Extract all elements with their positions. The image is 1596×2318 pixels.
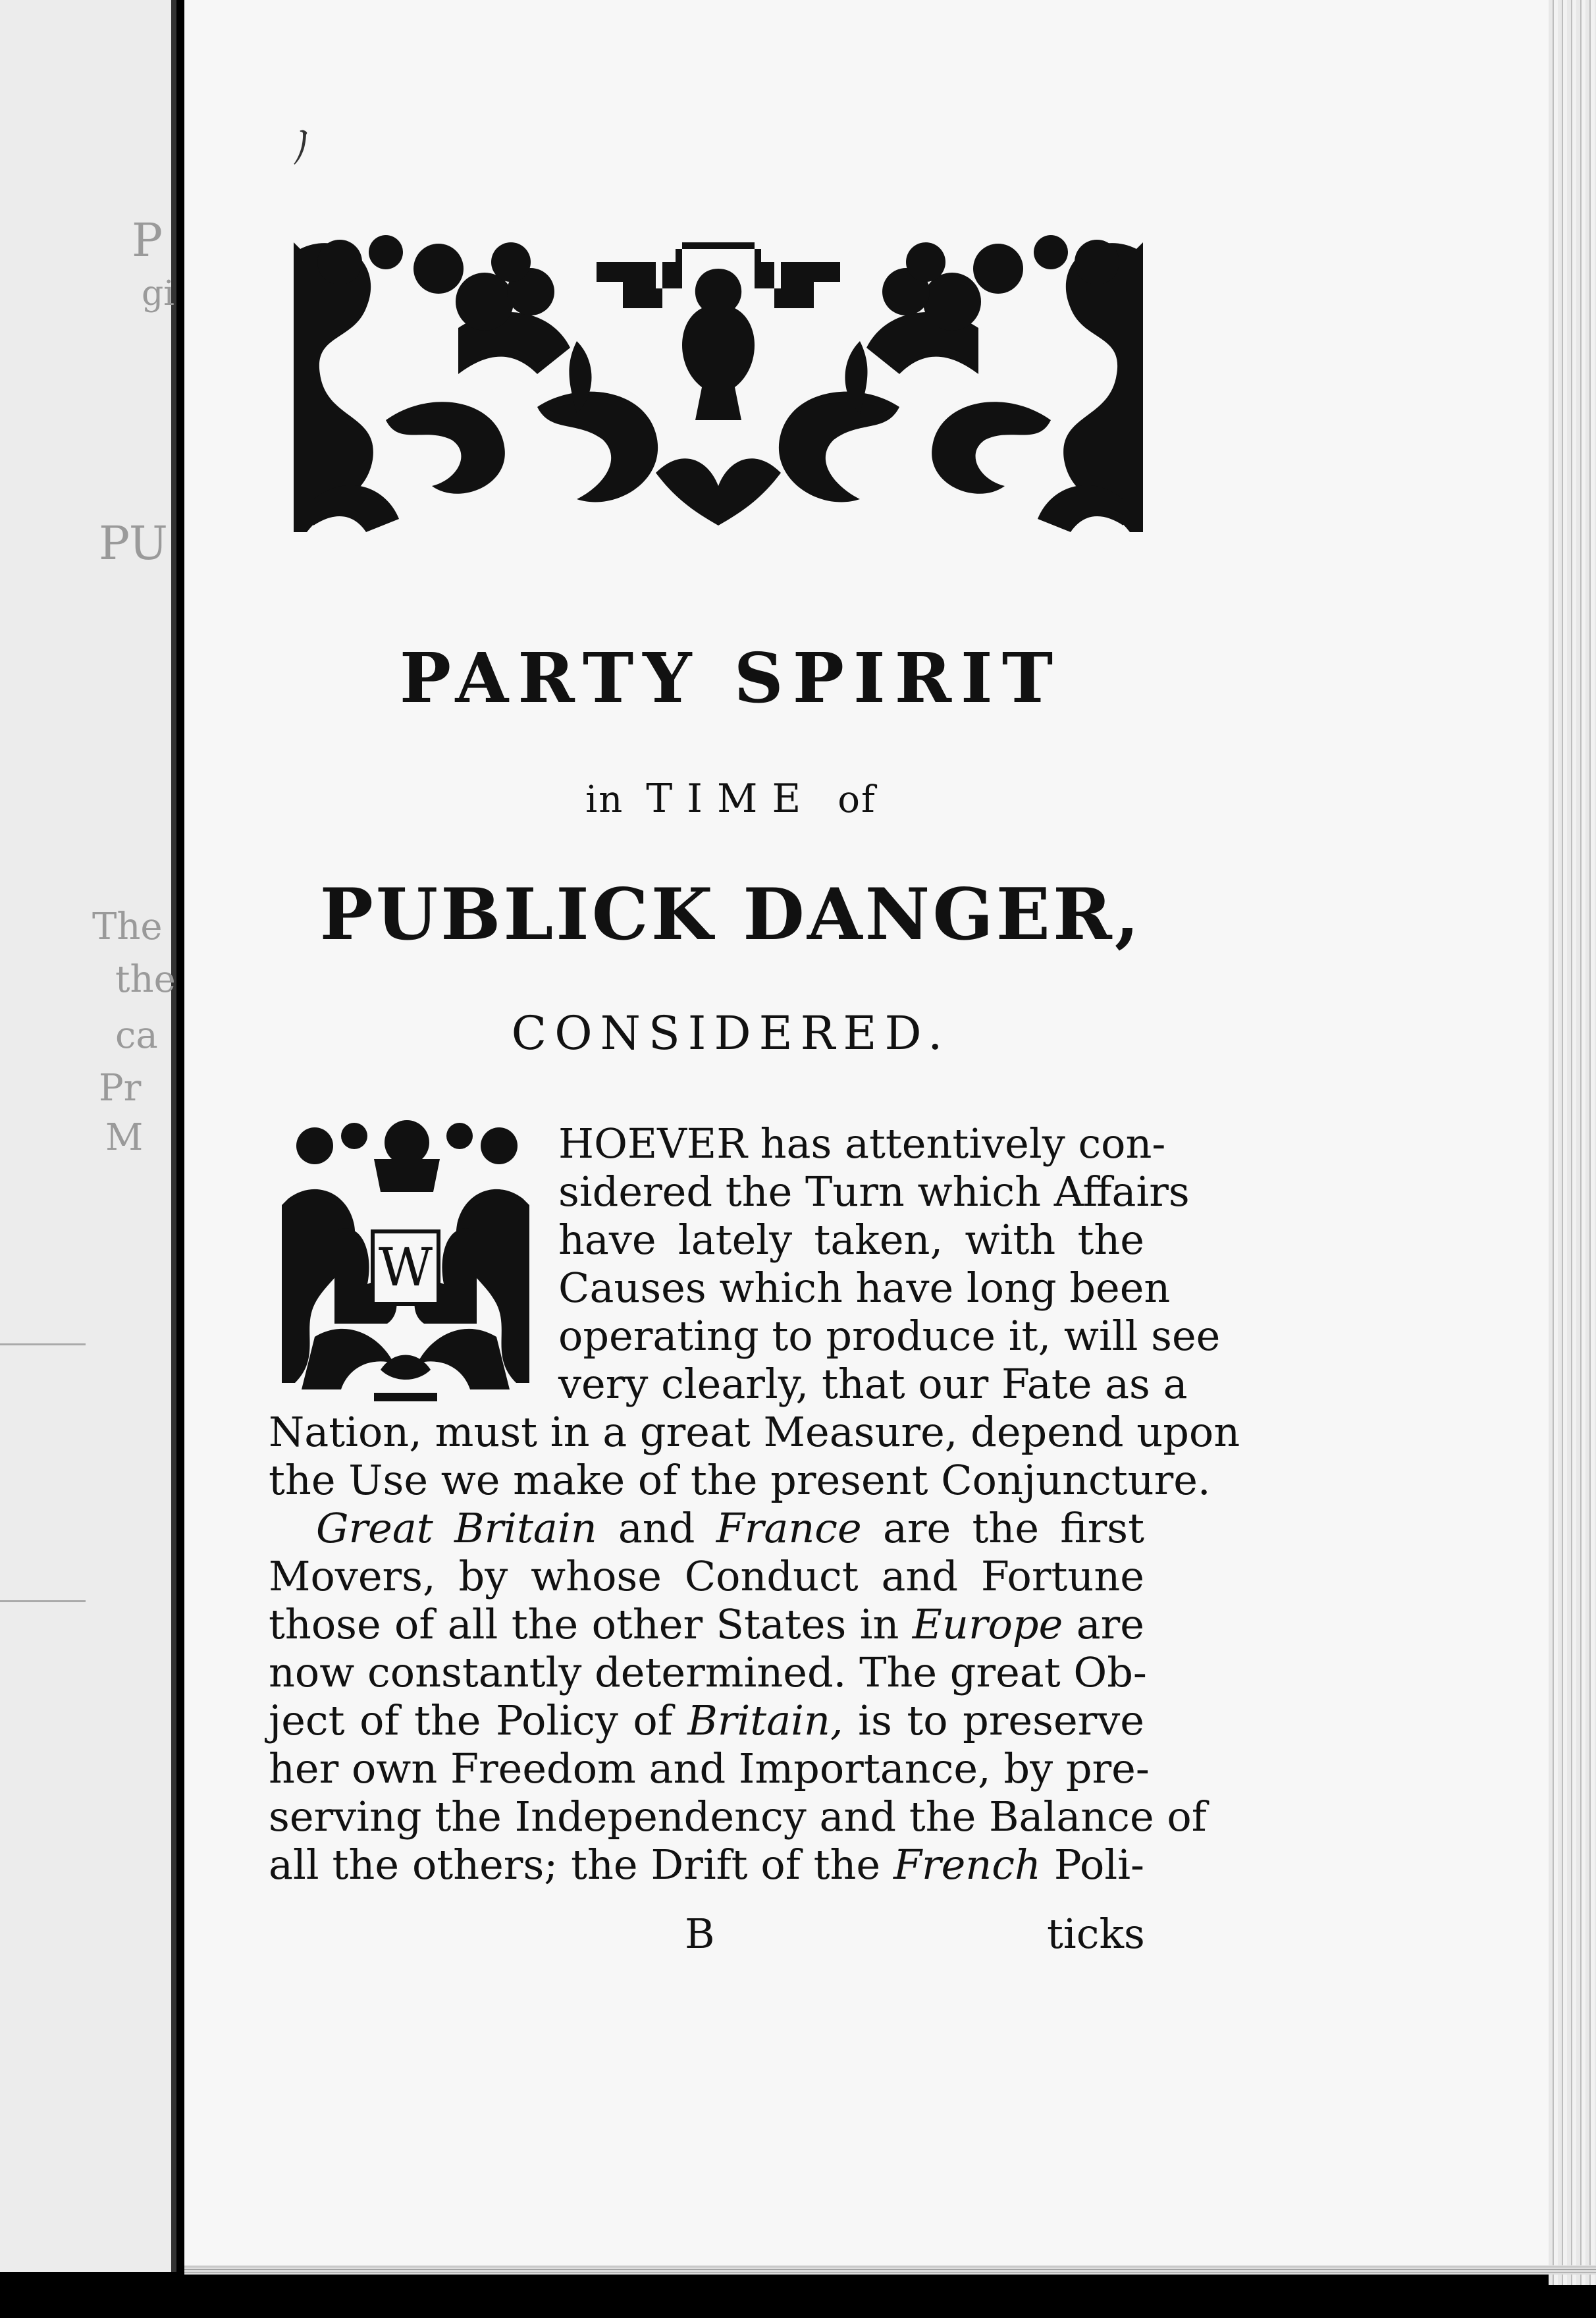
- text-line: [269, 1841, 1144, 1889]
- show-through-text: The: [92, 905, 163, 948]
- italic-name: Europe: [912, 1600, 1063, 1648]
- text-line: now constantly determined. The great Ob-: [269, 1648, 1147, 1696]
- text-line: [269, 1696, 1144, 1744]
- text-run: Poli-: [1040, 1841, 1144, 1889]
- text-line: sidered the Turn which Affairs: [558, 1168, 1190, 1216]
- text-run: and: [597, 1504, 716, 1552]
- facing-page: [0, 0, 176, 2272]
- text-line: Causes which have long been: [558, 1264, 1171, 1312]
- text-line: very clearly, that our Fate as a: [558, 1360, 1188, 1408]
- text-run: all the others; the Drift of the: [269, 1841, 894, 1889]
- title-party-spirit: PARTY SPIRIT: [399, 637, 1063, 718]
- title-word-time: TIME: [646, 776, 816, 822]
- text-run: is to preserve: [843, 1696, 1144, 1744]
- drop-cap-space: [269, 1119, 558, 1408]
- facing-page-rule: [0, 1600, 86, 1602]
- show-through-text: PU: [99, 516, 168, 570]
- italic-name: France: [716, 1504, 862, 1552]
- text-line: operating to produce it, will see: [558, 1312, 1221, 1360]
- text-line: Movers, by whose Conduct and Fortune: [269, 1552, 1144, 1600]
- ornamental-headpiece-icon: [287, 223, 1150, 544]
- catchword: ticks: [1047, 1910, 1145, 1958]
- signature-mark: B: [685, 1910, 715, 1958]
- italic-name: French: [893, 1841, 1041, 1889]
- book-gutter: [171, 0, 176, 2272]
- show-through-text: the: [115, 958, 176, 1001]
- text-line: her own Freedom and Importance, by pre-: [269, 1744, 1150, 1792]
- title-publick-danger: PUBLICK DANGER,: [319, 873, 1142, 956]
- title-word-of: of: [838, 778, 876, 821]
- text-run: those of all the other States in: [269, 1600, 913, 1648]
- text-line: [269, 1504, 1144, 1552]
- text-run: are the first: [861, 1504, 1144, 1552]
- facing-page-rule: [0, 1343, 86, 1345]
- show-through-text: gi: [142, 274, 174, 313]
- text-line: have lately taken, with the: [558, 1216, 1144, 1264]
- title-in-time-of: [250, 776, 1211, 822]
- page-bottom-edge: [184, 2265, 1596, 2275]
- text-run: are: [1063, 1600, 1144, 1648]
- show-through-text: Pr: [99, 1067, 142, 1110]
- italic-name: Great Britain: [316, 1504, 597, 1552]
- page-edges: [1549, 0, 1596, 2285]
- show-through-text: P: [132, 213, 163, 267]
- title-considered: CONSIDERED.: [511, 1006, 951, 1060]
- title-word-in: in: [585, 778, 624, 821]
- text-line: [269, 1600, 1144, 1648]
- text-run: ject of the Policy of: [269, 1696, 688, 1744]
- show-through-text: ca: [115, 1014, 158, 1057]
- text-line: Nation, must in a great Measure, depend upon: [269, 1408, 1240, 1456]
- italic-name: Britain,: [687, 1696, 843, 1744]
- show-through-text: M: [105, 1116, 144, 1159]
- ink-mark: ﾉ: [286, 120, 317, 175]
- text-line: HOEVER has attentively con-: [558, 1119, 1166, 1168]
- drop-cap-letter: W: [378, 1237, 433, 1298]
- text-line: the Use we make of the present Conjuncture.: [269, 1456, 1211, 1504]
- body-text: [269, 1119, 1240, 1889]
- text-line: serving the Independency and the Balance of: [269, 1792, 1207, 1841]
